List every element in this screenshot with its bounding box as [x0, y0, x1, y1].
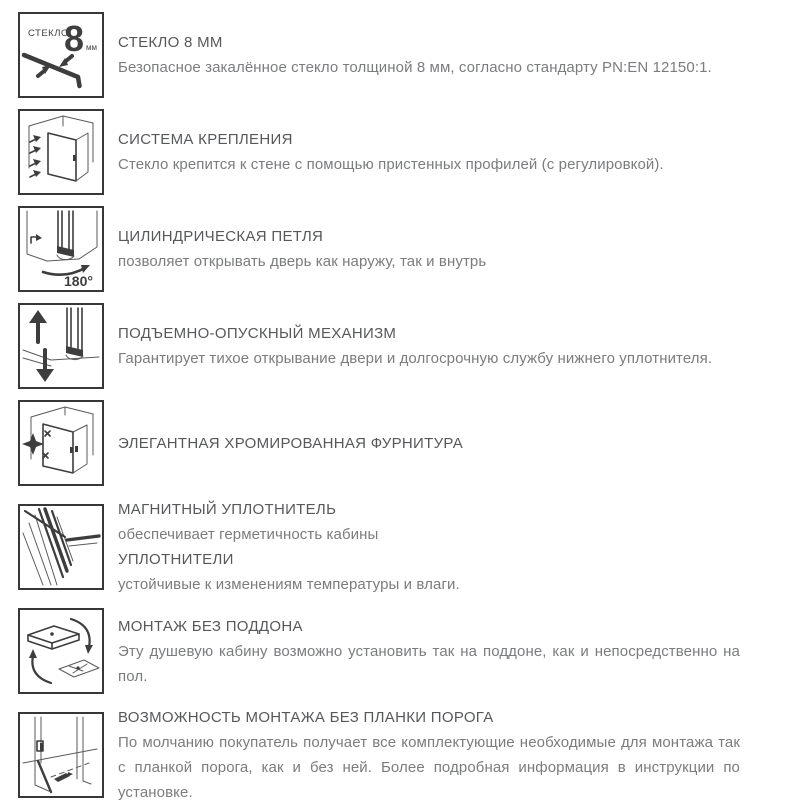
no-threshold-strip-icon: [18, 712, 104, 798]
feature-description: Гарантирует тихое открывание двери и долгосрочную службу нижнего уплотнителя.: [118, 350, 713, 367]
feature-description: По молчанию покупатель получает все комплектующие необходимые для монтажа так с планкой порога, как и без ней. Более подробная информация в инструкции по установке.: [118, 734, 740, 801]
feature-description: обеспечивает герметичность кабины: [118, 526, 379, 543]
feature-description: Эту душевую кабину возможно установить так на поддоне, как и непосредственно на пол.: [118, 642, 740, 685]
feature-title: ВОЗМОЖНОСТЬ МОНТАЖА БЕЗ ПЛАНКИ ПОРОГА: [118, 709, 494, 726]
feature-row-chrome-hardware: [18, 400, 760, 486]
magnetic-seal-glyph: [21, 507, 101, 587]
feature-row-no-tray: [18, 608, 760, 694]
cylindrical-hinge-icon: [18, 206, 104, 292]
mounting-system-glyph: [21, 112, 101, 192]
feature-description-secondary: устойчивые к изменениям температуры и влаги.: [118, 576, 460, 593]
feature-title-secondary: УПЛОТНИТЕЛИ: [118, 551, 234, 568]
mounting-system-icon: [18, 109, 104, 195]
feature-row-hinge: [18, 206, 760, 292]
feature-row-mounting: [18, 109, 760, 195]
feature-row-glass: [18, 12, 760, 98]
feature-title: ЦИЛИНДРИЧЕСКАЯ ПЕТЛЯ: [118, 228, 324, 245]
feature-title: СИСТЕМА КРЕПЛЕНИЯ: [118, 131, 293, 148]
feature-row-magnetic-seal: [18, 497, 760, 597]
feature-description: Стекло крепится к стене с помощью пристенных профилей (с регулировкой).: [118, 156, 664, 173]
feature-description: позволяет открывать дверь как наружу, так и внутрь: [118, 253, 487, 270]
svg-text:мм: мм: [86, 43, 97, 52]
glass-8mm-icon: [18, 12, 104, 98]
lift-lower-mechanism-glyph: [21, 306, 101, 386]
svg-text:СТЕКЛО: СТЕКЛО: [28, 28, 69, 39]
feature-title: ПОДЪЕМНО-ОПУСКНЫЙ МЕХАНИЗМ: [118, 325, 397, 342]
svg-text:180°: 180°: [64, 273, 93, 289]
feature-title: МАГНИТНЫЙ УПЛОТНИТЕЛЬ: [118, 501, 337, 518]
cylindrical-hinge-glyph: [21, 209, 101, 289]
lift-lower-mechanism-icon: [18, 303, 104, 389]
feature-row-lift-mechanism: [18, 303, 760, 389]
no-threshold-strip-glyph: [21, 715, 101, 795]
no-tray-installation-glyph: [21, 611, 101, 691]
feature-title: ЭЛЕГАНТНАЯ ХРОМИРОВАННАЯ ФУРНИТУРА: [118, 434, 464, 452]
feature-title: МОНТАЖ БЕЗ ПОДДОНА: [118, 617, 303, 635]
feature-description: Безопасное закалённое стекло толщиной 8 мм, согласно стандарту PN:EN 12150:1.: [118, 59, 712, 76]
no-tray-installation-icon: [18, 608, 104, 694]
glass-8mm-glyph: [21, 15, 101, 95]
chrome-hardware-icon: [18, 400, 104, 486]
chrome-hardware-glyph: [21, 403, 101, 483]
feature-title: СТЕКЛО 8 ММ: [118, 34, 223, 51]
svg-text:8: 8: [64, 18, 85, 59]
magnetic-seal-icon: [18, 504, 104, 590]
feature-row-no-threshold: [18, 705, 760, 805]
